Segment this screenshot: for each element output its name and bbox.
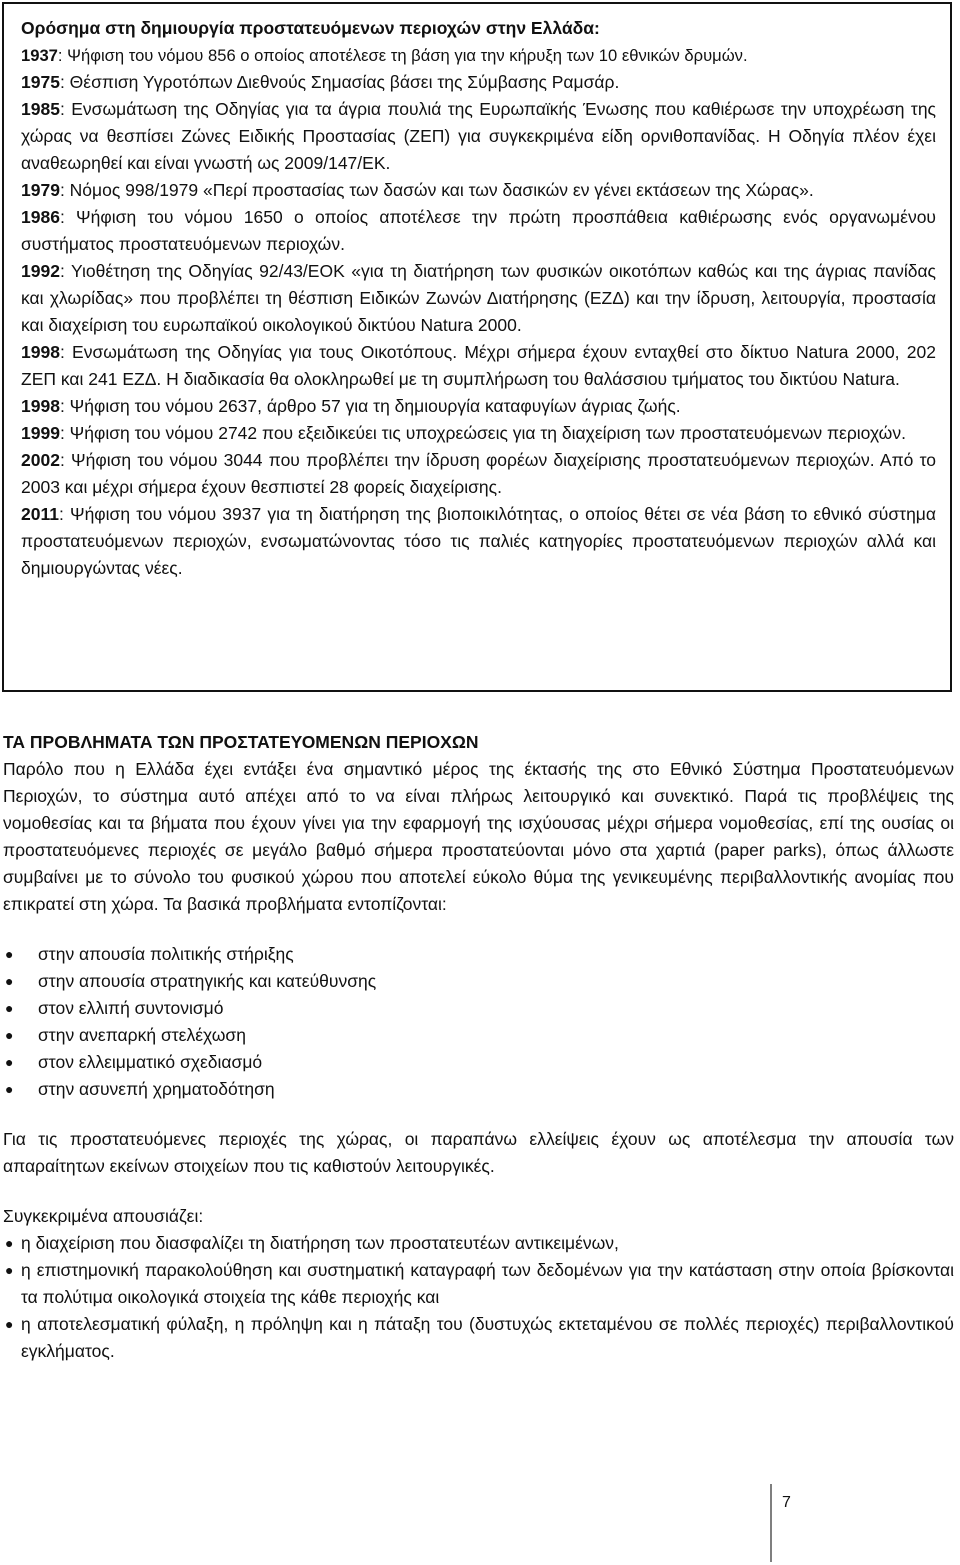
list-item: [3, 995, 954, 1022]
milestone-year: 1986: [21, 207, 60, 227]
list-item-text: στην ανεπαρκή στελέχωση: [38, 1025, 246, 1045]
bullet-icon: ●: [5, 946, 14, 962]
milestone-year: 1937: [21, 46, 58, 65]
problems-section: [3, 729, 954, 1365]
bullet-icon: ●: [5, 973, 14, 989]
milestone-1992: [21, 258, 936, 339]
milestone-1975: [21, 69, 936, 96]
milestone-text: : Ψήφιση του νόμου 1650 ο οποίος αποτέλεσε την πρώτη προσπάθεια καθιέρωσης ενός οργανωμένου συστήματος προστατευόμενων περιοχών.: [21, 207, 936, 254]
list-item-text: στον ελλειμματικό σχεδιασμό: [38, 1052, 263, 1072]
milestone-text: : Ενσωμάτωση της Οδηγίας για τα άγρια πουλιά της Ευρωπαϊκής Ένωσης που καθιέρωσε την υποχρέωση της χώρας να θεσπίσει Ζώνες Ειδικής Προστασίας (ΖΕΠ) για συγκεκριμένα είδη ορνιθοπανίδας. Η Οδηγία πλέον έχει αναθεωρηθεί και είναι γνωστή ως 2009/147/ΕΚ.: [21, 99, 936, 173]
list-item: [3, 1311, 954, 1365]
list-item-text: στην απουσία πολιτικής στήριξης: [38, 944, 294, 964]
milestone-text: : Νόμος 998/1979 «Περί προστασίας των δασών και των δασικών εν γένει εκτάσεων της Χώρας».: [59, 180, 814, 200]
milestone-text: : Ψήφιση του νόμου 2637, άρθρο 57 για τη δημιουργία καταφυγίων άγριας ζωής.: [59, 396, 681, 416]
problem-causes-list: [3, 941, 954, 1103]
milestones-title: Ορόσημα στη δημιουργία προστατευόμενων περιοχών στην Ελλάδα:: [21, 18, 600, 38]
list-item: [3, 1022, 954, 1049]
milestone-text: : Ψήφιση του νόμου 3044 που προβλέπει την ίδρυση φορέων διαχείρισης προστατευόμενων περιοχών. Από το 2003 και μέχρι σήμερα έχουν θεσπιστεί 28 φορείς διαχείρισης.: [21, 450, 936, 497]
bullet-icon: ●: [5, 1316, 14, 1332]
milestones-box: [2, 2, 952, 692]
milestone-year: 1998: [21, 342, 60, 362]
list-item-text: η διαχείριση που διασφαλίζει τη διατήρηση των προστατευτέων αντικειμένων,: [21, 1233, 619, 1253]
milestone-year: 1998: [21, 396, 60, 416]
milestone-1979: [21, 177, 936, 204]
list-item: [3, 1049, 954, 1076]
milestone-1985: [21, 96, 936, 177]
bullet-icon: ●: [5, 1027, 14, 1043]
list-item: [3, 1257, 954, 1311]
milestone-text: : Υιοθέτηση της Οδηγίας 92/43/ΕΟΚ «για τη διατήρηση των φυσικών οικοτόπων καθώς και της άγριας πανίδας και χλωρίδας» που προβλέπει τη θέσπιση Ειδικών Ζωνών Διατήρησης (ΕΖΔ) και την ίδρυση, λειτουργία, προστασία και διαχείριση του ευρωπαϊκού οικολογικού δικτύου Natura 2000.: [21, 261, 936, 335]
bullet-icon: ●: [5, 1081, 14, 1097]
list-item: [3, 1076, 954, 1103]
section-heading: ΤΑ ΠΡΟΒΛΗΜΑΤΑ ΤΩΝ ΠΡΟΣΤΑΤΕΥΟΜΕΝΩΝ ΠΕΡΙΟΧΩΝ: [3, 732, 479, 752]
list-item: [3, 968, 954, 995]
list-item-text: στην ασυνεπή χρηματοδότηση: [38, 1079, 275, 1099]
list-item-text: η αποτελεσματική φύλαξη, η πρόληψη και η πάταξη του (δυστυχώς εκτεταμένου σε πολλές περιοχές) περιβαλλοντικού εγκλήματος.: [21, 1314, 954, 1361]
list-item-text: η επιστημονική παρακολούθηση και συστηματική καταγραφή των δεδομένων για την κατάσταση στην οποία βρίσκονται τα πολύτιμα οικολογικά στοιχεία της κάθε περιοχής και: [21, 1260, 954, 1307]
milestone-2002: [21, 447, 936, 501]
milestone-year: 1975: [21, 72, 60, 92]
milestone-1998-refuges: [21, 393, 936, 420]
list-item-text: στην απουσία στρατηγικής και κατεύθυνσης: [38, 971, 377, 991]
list-item: [3, 941, 954, 968]
intro-paragraph: Παρόλο που η Ελλάδα έχει εντάξει ένα σημαντικό μέρος της έκτασής της στο Εθνικό Σύστημα Προστατευόμενων Περιοχών, το σύστημα αυτό απέχει από το να είναι πλήρως λειτουργικό και συνεκτικό. Παρά τις προβλέψεις της νομοθεσίας και τα βήματα που έχουν γίνει για την εφαρμογή της ισχύουσας μέχρι σήμερα νομοθεσίας, επί της ουσίας οι προστατευόμενες περιοχές σε μεγάλο βαθμό σήμερα προστατεύονται μόνο στα χαρτιά (paper parks), όπως άλλωστε συμβαίνει με το σύνολο του φυσικού χώρου που αποτελεί εύκολο θύμα της γενικευμένης περιβαλλοντικής ανομίας που επικρατεί στη χώρα. Τα βασικά προβλήματα εντοπίζονται:: [3, 759, 954, 914]
milestone-1937: [21, 42, 936, 69]
milestone-year: 1999: [21, 423, 60, 443]
milestone-year: 1992: [21, 261, 60, 281]
milestone-1998-habitats: [21, 339, 936, 393]
page-number: 7: [782, 1494, 791, 1511]
milestone-year: 2011: [21, 504, 59, 524]
specifically-label: Συγκεκριμένα απουσιάζει:: [3, 1206, 204, 1226]
milestone-year: 1979: [21, 180, 60, 200]
milestone-text: : Ενσωμάτωση της Οδηγίας για τους Οικοτόπους. Μέχρι σήμερα έχουν ενταχθεί στο δίκτυο Natura 2000, 202 ΖΕΠ και 241 ΕΖΔ. Η διαδικασία θα ολοκληρωθεί με τη συμπλήρωση του θαλάσσιου τμήματος του δικτύου Natura.: [21, 342, 936, 389]
milestone-1999: [21, 420, 936, 447]
consequence-paragraph: Για τις προστατευόμενες περιοχές της χώρας, οι παραπάνω ελλείψεις έχουν ως αποτέλεσμα την απουσία των απαραίτητων εκείνων στοιχείων που τις καθιστούν λειτουργικές.: [3, 1129, 954, 1176]
milestone-year: 1985: [21, 99, 60, 119]
milestone-text: : Ψήφιση του νόμου 2742 που εξειδικεύει τις υποχρεώσεις για τη διαχείριση των προστατευόμενων περιοχών.: [59, 423, 906, 443]
milestone-text: : Ψήφιση του νόμου 856 ο οποίος αποτέλεσε τη βάση για την κήρυξη των 10 εθνικών δρυμών.: [57, 46, 748, 65]
bullet-icon: ●: [5, 1054, 14, 1070]
bullet-icon: ●: [5, 1262, 14, 1278]
missing-elements-list: [3, 1230, 954, 1365]
milestone-year: 2002: [21, 450, 60, 470]
milestone-1986: [21, 204, 936, 258]
milestone-text: : Ψήφιση του νόμου 3937 για τη διατήρηση της βιοποικιλότητας, ο οποίος θέτει σε νέα βάση το εθνικό σύστημα προστατευόμενων περιοχών, ενσωματώνοντας τόσο τις παλιές κατηγορίες προστατευόμενων περιοχών αλλά και δημιουργώντας νέες.: [21, 504, 936, 578]
list-item: [3, 1230, 954, 1257]
footer-divider: [770, 1484, 772, 1562]
list-item-text: στον ελλιπή συντονισμό: [38, 998, 224, 1018]
bullet-icon: ●: [5, 1235, 14, 1251]
bullet-icon: ●: [5, 1000, 14, 1016]
milestone-2011: [21, 501, 936, 582]
milestone-text: : Θέσπιση Υγροτόπων Διεθνούς Σημασίας βάσει της Σύμβασης Ραμσάρ.: [59, 72, 620, 92]
